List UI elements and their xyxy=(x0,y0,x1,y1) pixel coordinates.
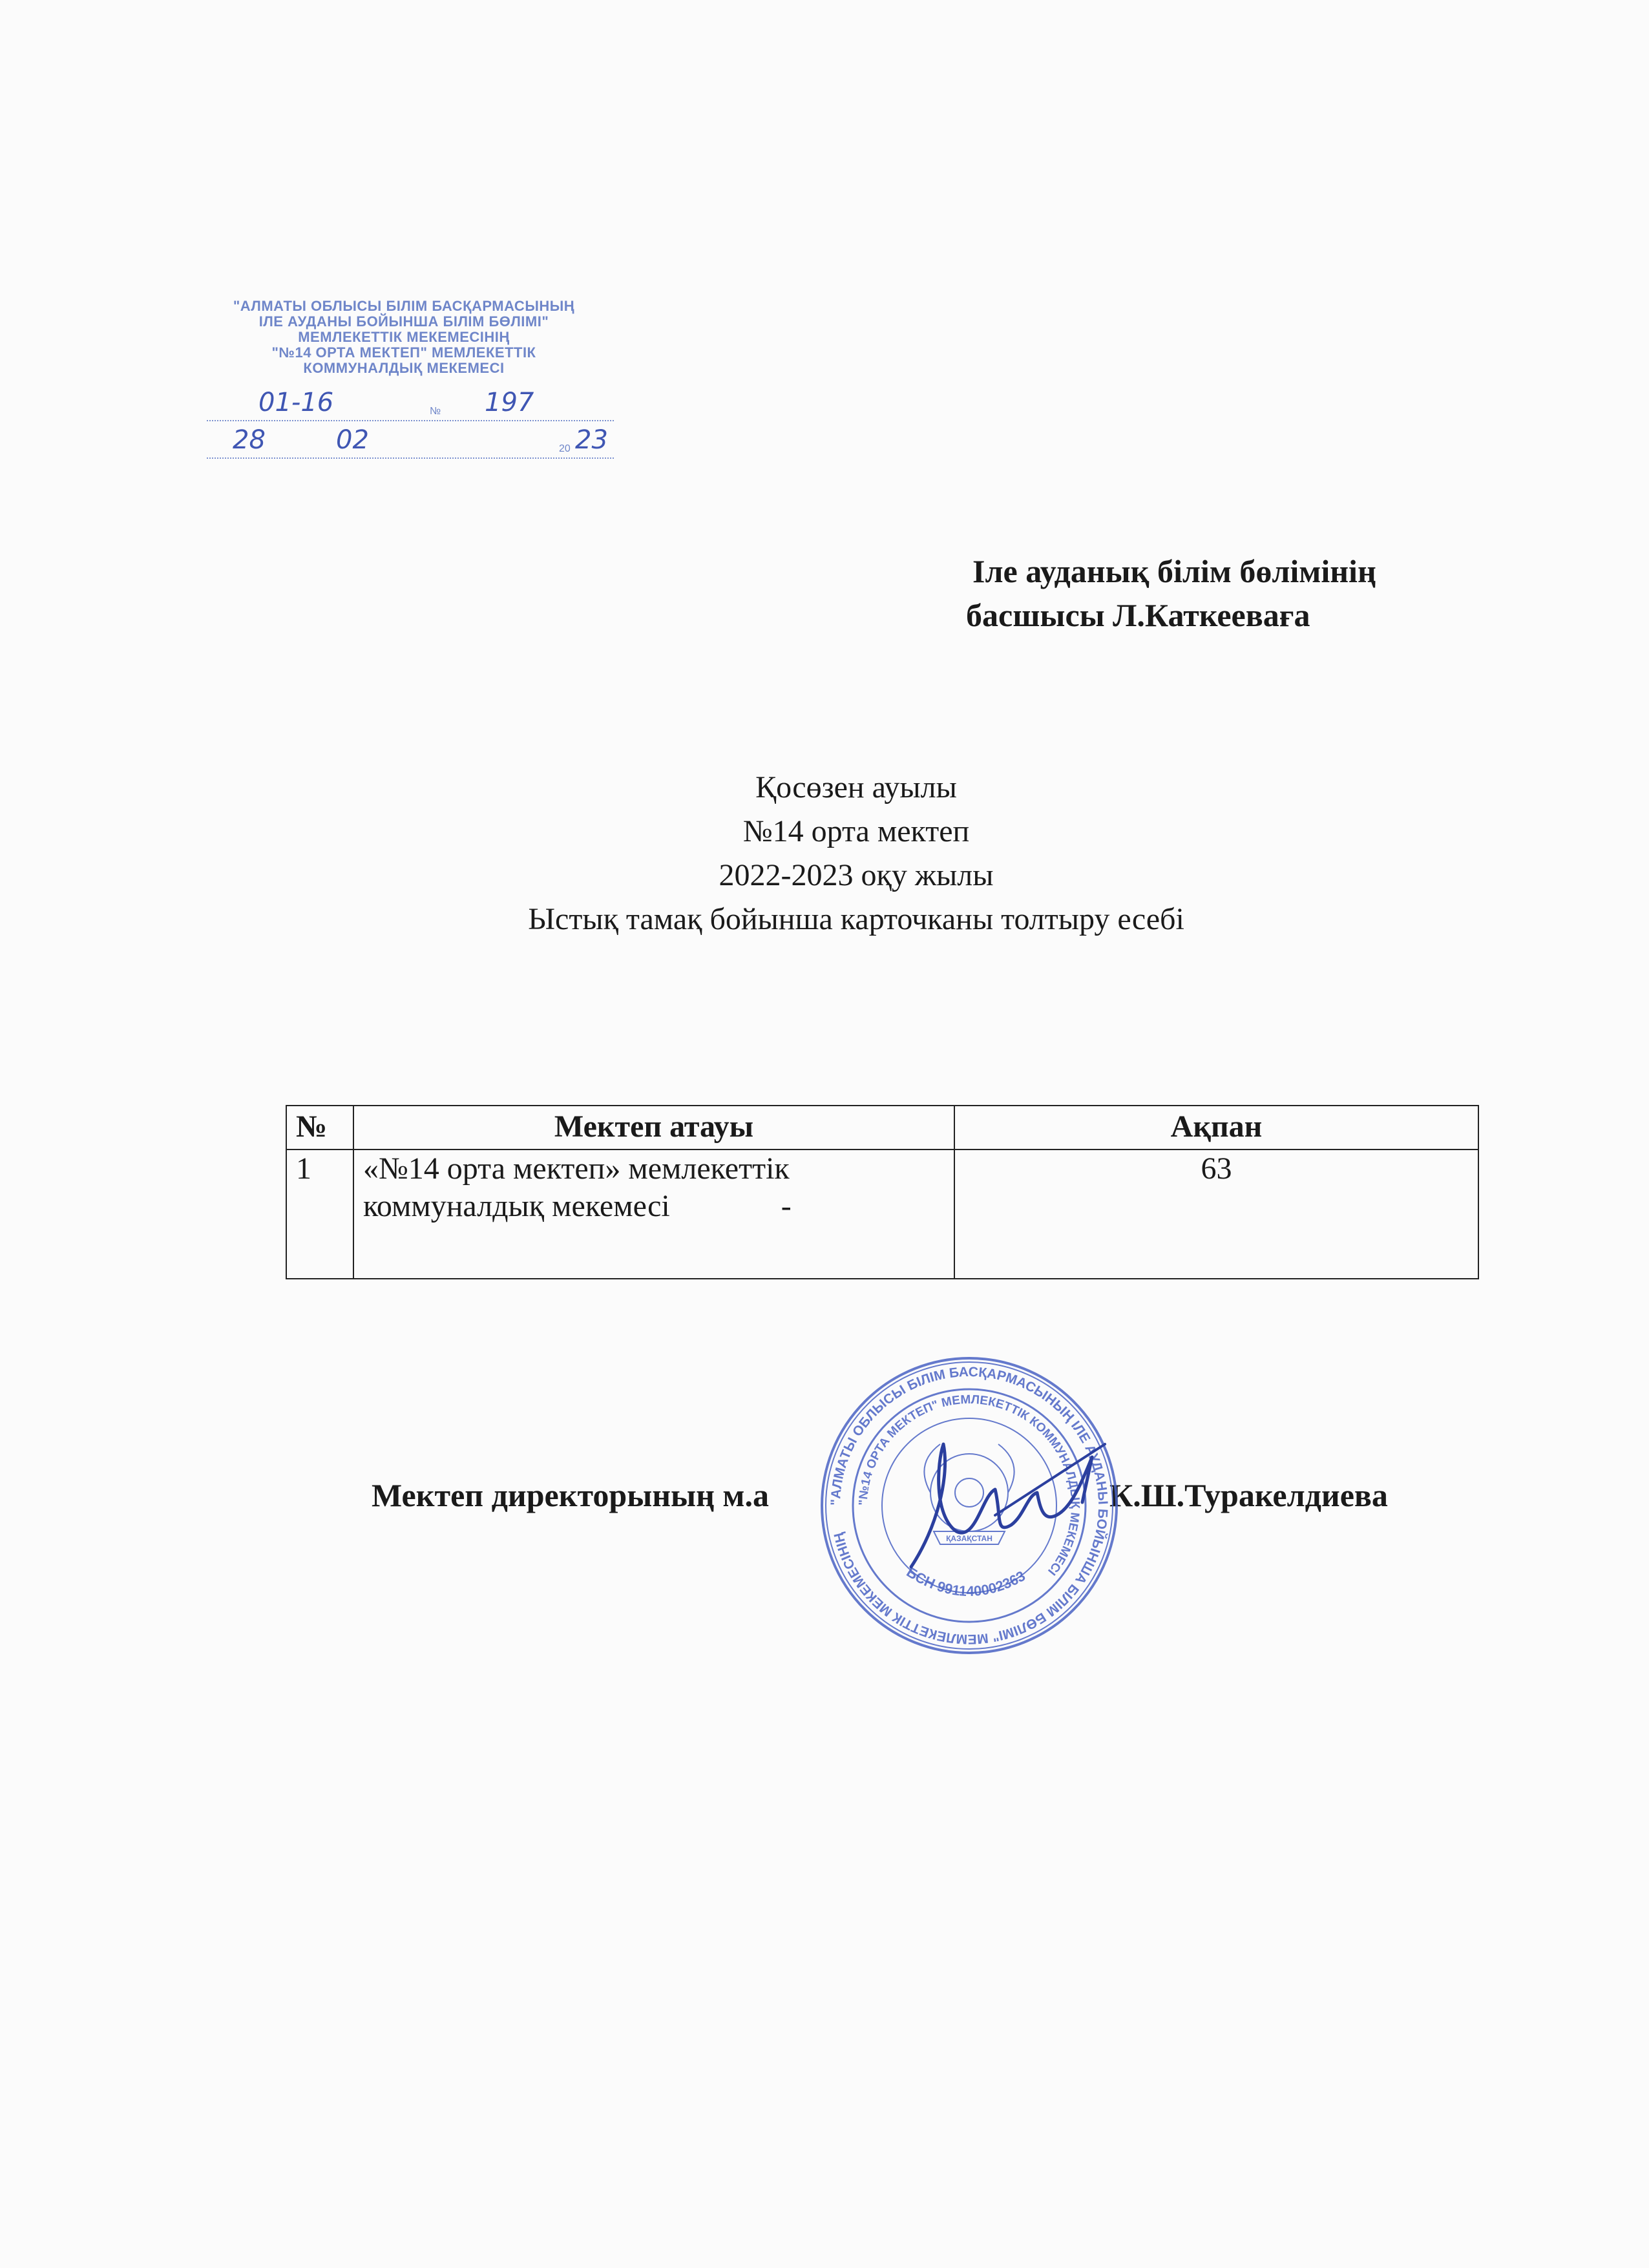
stamp-line-3: МЕМЛЕКЕТТІК МЕКЕМЕСІНІҢ xyxy=(298,329,510,345)
seal-emblem-label: ҚАЗАҚСТАН xyxy=(946,1534,993,1543)
stamp-number-label: № xyxy=(430,406,441,417)
stamp-year-prefix: 20 xyxy=(559,443,571,454)
stamp-line-5: КОММУНАЛДЫҚ МЕКЕМЕСІ xyxy=(303,360,505,376)
cell-february-value: 63 xyxy=(954,1150,1478,1279)
cell-number: 1 xyxy=(286,1150,353,1279)
registration-stamp xyxy=(194,299,614,460)
stamp-index: 01-16 xyxy=(258,388,334,417)
addressee-line-1: Іле ауданық білім бөлімінің xyxy=(972,553,1376,589)
header-number: № xyxy=(286,1106,353,1150)
cell-school-name-line-2 xyxy=(363,1188,945,1225)
table-header-row xyxy=(286,1106,1478,1150)
stamp-line-4: "№14 ОРТА МЕКТЕП" МЕМЛЕКЕТТІК xyxy=(271,344,536,361)
handwritten-signature-icon xyxy=(898,1418,1111,1586)
school-name-mark: - xyxy=(781,1189,792,1223)
table-row xyxy=(286,1150,1478,1279)
stamp-line-1: "АЛМАТЫ ОБЛЫСЫ БІЛІМ БАСҚАРМАСЫНЫҢ xyxy=(233,298,575,314)
addressee-block xyxy=(966,549,1522,637)
cell-school-name-line-1: «№14 орта мектеп» мемлекеттік xyxy=(363,1151,790,1186)
signatory-name: К.Ш.Туракелдиева xyxy=(1109,1477,1388,1513)
seal-inner-text: "№14 ОРТА МЕКТЕП" МЕМЛЕКЕТТІК КОММУНАЛДЫҚ МЕКЕМЕСІ xyxy=(856,1392,1082,1578)
header-february: Ақпан xyxy=(954,1106,1478,1150)
cell-school-name xyxy=(353,1150,954,1279)
heading-village: Қосөзен ауылы xyxy=(755,770,957,804)
signatory-title: Мектеп директорының м.а xyxy=(372,1477,769,1513)
stamp-date-row xyxy=(207,425,614,459)
school-name-line-2-text: коммуналдық мекемесі xyxy=(363,1189,670,1223)
stamp-year: 23 xyxy=(575,425,608,455)
heading-year: 2022-2023 оқу жылы xyxy=(719,858,994,892)
heading-title: Ыстық тамақ бойынша карточканы толтыру есебі xyxy=(528,902,1184,936)
stamp-month: 02 xyxy=(336,425,369,455)
stamp-line-2: ІЛЕ АУДАНЫ БОЙЫНША БІЛІМ БӨЛІМІ" xyxy=(258,313,549,330)
stamp-number-row xyxy=(207,388,614,421)
seal-outer-text: "АЛМАТЫ ОБЛЫСЫ БІЛІМ БАСҚАРМАСЫНЫҢ ІЛЕ АУДАНЫ БОЙЫНША БІЛІМ БӨЛІМІ" МЕМЛЕКЕТТІК МЕКЕМЕСІНІҢ xyxy=(828,1364,1111,1647)
stamp-number: 197 xyxy=(485,388,534,417)
stamp-day: 28 xyxy=(233,425,266,455)
header-school-name: Мектеп атауы xyxy=(353,1106,954,1150)
heading-school: №14 орта мектеп xyxy=(742,814,970,848)
report-heading xyxy=(388,766,1325,941)
report-table xyxy=(286,1105,1479,1279)
seal-bin: БСН 991140002363 xyxy=(903,1564,1028,1600)
addressee-line-2: басшысы Л.Каткееваға xyxy=(966,597,1310,633)
